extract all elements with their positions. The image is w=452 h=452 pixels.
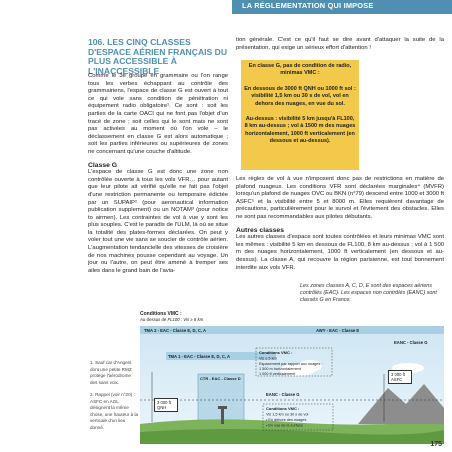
vmc-class-g-box	[241, 60, 359, 170]
vmc-upper-l4: 1 000 ft verticalement	[259, 372, 296, 376]
vmc-box-line1: En dessous de 3000 ft QNH ou 1000 ft sol : visibilité 1,5 km ou 30 s de vol, vol en dehors des nuages, en vue du sol.	[244, 86, 356, 107]
paragraph-classe-g: L'espace de classe G est donc une zone non contrôlée ouverte à tous les vols VFR… pour autant que leur pilote ait vérifié qu'elle ne fait pas l'objet d'une restriction permanente ou temporaire édictée par un SUPAIP² (pour aeronautical information publication supplement) ou un NOTAM³ (pour notice to airmen). Les contraintes de vol à vue y sont les plus souples. C'est le paradis de l'ULM, là où se situe la totalité des plates-formes déclarées. On peut y voler tout une vie sans se soucier de contrôle aérien. L'augmentation tendancielle des vitesses de croisière de nos machines pousse cependant au voyage. Un jour ou l'autre, on peut être amené à tremper ses ailes dans le grand bain de l'avia-	[88, 169, 228, 274]
left-column	[88, 73, 228, 275]
chapter-header	[232, 0, 452, 14]
altitude-tag-right: 3 000 ft ASFC	[388, 370, 412, 384]
awy-label: AWY - EAC - Classe E	[316, 328, 360, 333]
vmc-upper-l3: 1 500 m horizontalement	[259, 367, 301, 371]
tma2-label: TMA 2 - EAC - Classe E, D, C, A	[144, 328, 207, 333]
eanc-g-right-label: EANC - Classe G	[394, 340, 428, 345]
altitude-tag-left: 3 000 ft QNH	[154, 398, 178, 412]
page-number: 175	[430, 441, 442, 448]
section-title: 106. LES CINQ CLASSES D'ESPACE AÉRIEN FRANÇAIS DU PLUS ACCESSIBLE À L'INACCESSIBLE	[88, 37, 228, 76]
tma1-label: TMA 1 - EAC - Classe E, D, C, A	[168, 354, 231, 359]
tower-icon	[221, 408, 224, 424]
paragraph-intro: Comme le 3e groupe en grammaire ou l'on range tous les verbes échappant au contrôle des grammairiens, l'espace de classe G est ouvert à tout ce qui vole sans condition de pénétration ni équipement radio obligatoire¹. Ce sont : soit les parties de la carte OACI qui ne font pas l'objet d'un tracé de zone ; soit celles qui le sont mais ne sont pas activées au moment où l'on vole – le déclassement en classe G est alors automatique ; soit les parties inférieures ou supérieures de zones ne concernant qu'une couche d'altitude.	[88, 73, 228, 155]
paragraph-autres-classes: Les autres classes d'espace sont toutes contrôlées et leurs minimas VMC sont les mêmes : visibilité 5 km en dessous de FL100, 8 km au-dessus ; vol à 1 500 m des nuages horizontalement, 1000 ft verticalement (en dessous et au-dessus). La classe A, qui recouvre la région parisienne, est tout bonnement interdite aux vols VFR.	[236, 234, 444, 271]
heading-autres-classes: Autres classes	[236, 226, 284, 234]
vmc-upper-l2: Espacement par rapport aux nuages :	[259, 362, 323, 366]
ctr-label: CTR - EAC - Classe D	[200, 376, 241, 381]
diagram-caption: Les zones classes A, C, D, E sont des espaces aériens contrôlés (EAC). Les espaces non contrôlés (EANC) sont classés G en France.	[300, 283, 437, 304]
vmc-top-sub: Au-dessus de FL100 : Vis ≥ 8 km	[140, 317, 204, 322]
vmc-box-title: En classe G, pas de condition de radio, minimas VMC :	[248, 63, 352, 77]
margin-note-1: 1. Sauf car d'Angers dont une petite RMZ protège l'aérodrome des sans voix.	[90, 360, 132, 385]
paragraph-mvfr: Les règles de vol à vue n'imposent donc pas de restrictions en matière de plafond nuageux. Les conditions VFR sont déclarées marginales⁴ (MVFR) lorsqu'un plafond de nuages OVC ou BKN (n°79) descend entre 1000 et 3000 ft ASFC⁵ et la visibilité entre 5 et 8000 m. Elles requièrent davantage de précautions, particulièrement pour le survol et l'évitement des obstacles. Elles ne sont pas recommandables aux pilotes débutants.	[236, 176, 444, 220]
margin-note-2: 2. Rappel (voir n°20) : ASFC en AGL désignent la même chose, une hauteur à la verticale d'un lieu donné.	[90, 392, 139, 430]
vmc-top-title: Conditions VMC :	[140, 311, 182, 317]
chapter-header-title: LA RÉGLEMENTATION QUI IMPOSE	[242, 1, 374, 10]
vmc-upper-l1: Vis ≥ 5 km	[259, 356, 277, 361]
vmc-box-line2: Au-dessus : visibilité 5 km jusqu'à FL100, 8 km au-dessus ; vol à 1500 m des nuages horizontalement, 1000 ft verticalement (en dessous et au-dessus).	[244, 116, 356, 145]
right-column-intro: tion générale. C'est ce qu'il faut se dire avant d'attaquer la suite de la présentation, qui exige un sérieux effort d'attention !	[236, 37, 444, 51]
vmc-lower-l2: • En dehors des nuages	[266, 418, 307, 422]
vmc-lower-l3: • En vue de la surface	[266, 423, 303, 428]
heading-classe-g: Classe G	[88, 161, 118, 169]
vmc-lower-title: Conditions VMC :	[266, 406, 300, 411]
airspace-diagram	[88, 308, 444, 444]
vmc-upper-title: Conditions VMC :	[259, 350, 293, 355]
right-column-body	[236, 176, 444, 272]
vmc-lower-l1: Vis 1,5 km ou 30 s de vol	[266, 412, 309, 417]
eanc-g-low-label: EANC - Classe G	[266, 392, 300, 397]
